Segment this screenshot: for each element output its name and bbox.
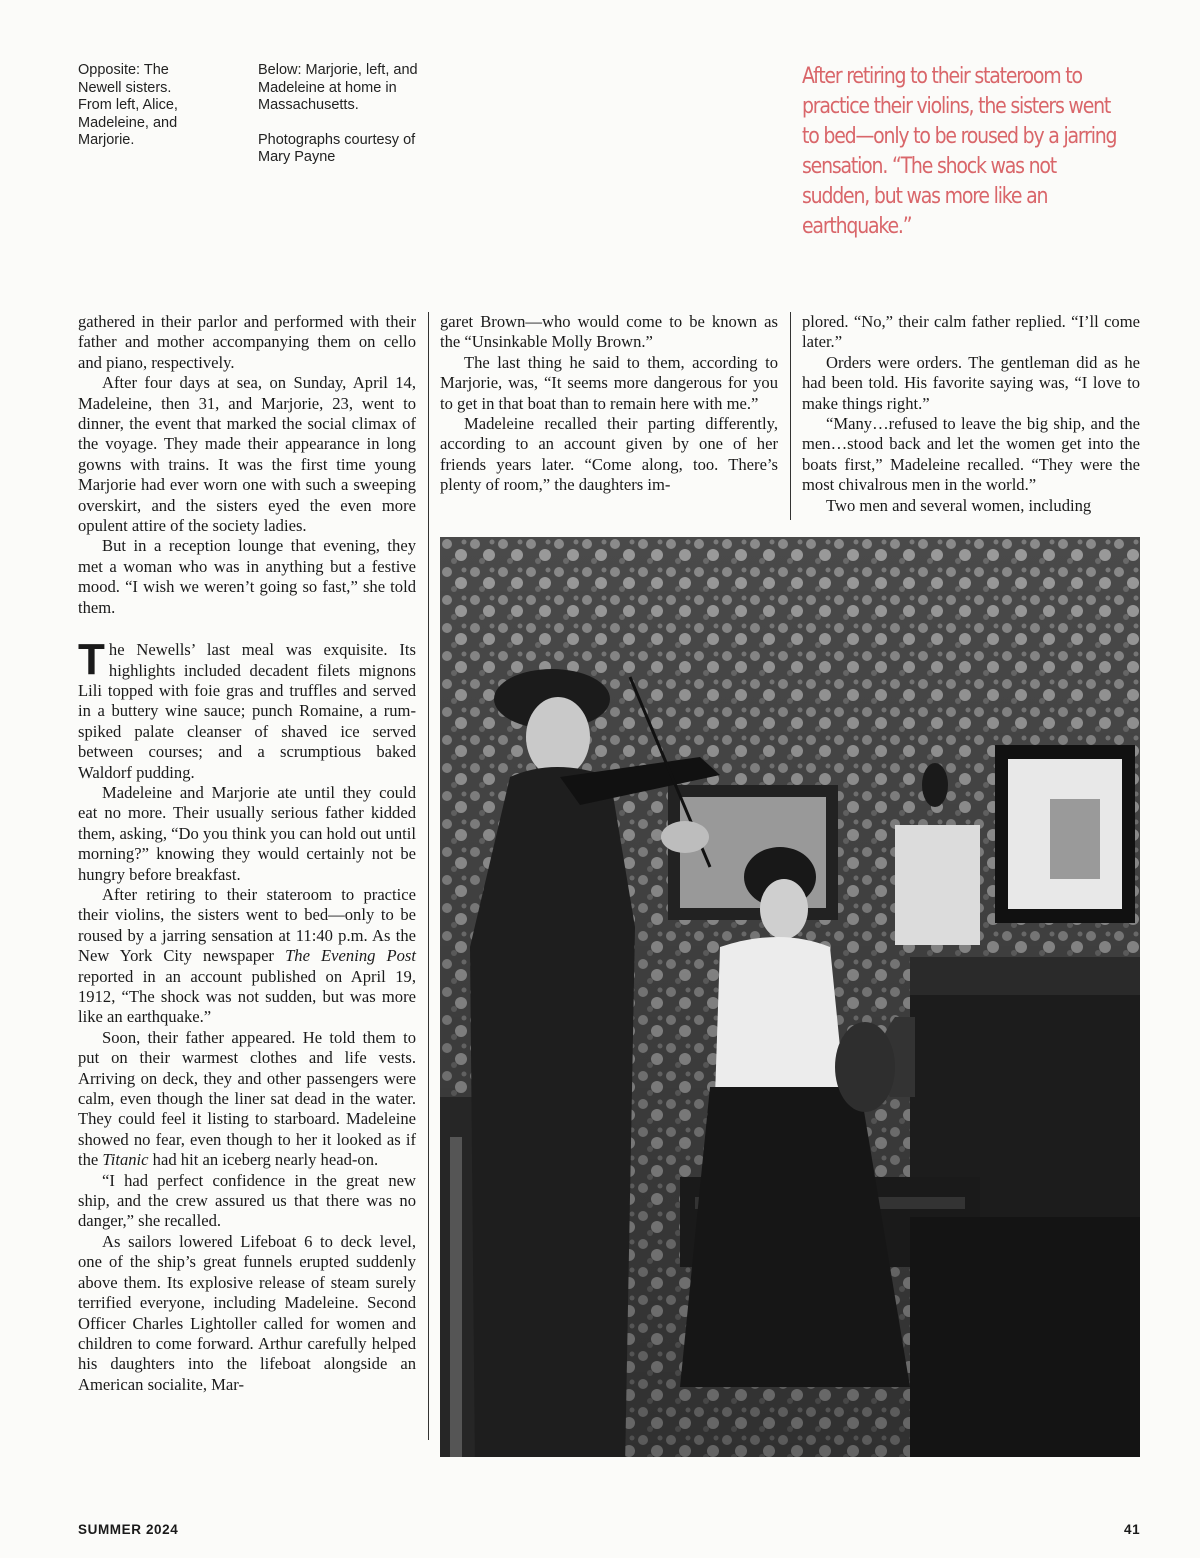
photo-caption-opposite: Opposite: The Newell sisters. From left, Alice, Madeleine, and Marjorie. [78, 62, 178, 148]
article-column-1 [78, 312, 416, 1395]
paragraph-text: Soon, their father appeared. He told them to put on their warmest clothes and life vests. Arriving on deck, they and other passengers were calm, even though the liner sat dead in the water. They could feel it listing to starboard. Madeleine showed no fear, even though to her it looked as if the [78, 1027, 416, 1170]
column-divider [428, 312, 429, 1440]
paragraph: gathered in their parlor and performed with their father and mother accompanying them on cello and piano, respectively. [78, 312, 416, 372]
paragraph: After four days at sea, on Sunday, April 14, Madeleine, then 31, and Marjorie, 23, went to dinner, the event that marked the social climax of the voyage. They made their appearance in long gowns with trains. It was the first time young Marjorie had ever worn one with such a sweeping overskirt, and the sisters eyed the even more opulent attire of the society ladies. [78, 373, 416, 536]
paragraph [78, 1028, 416, 1171]
photo-caption-below [258, 62, 423, 184]
paragraph-text: After retiring to their stateroom to practice their violins, the sisters went to bed—only to be roused by a jarring sensation at 11:40 p.m. As the New York City newspaper [78, 884, 416, 966]
article-column-3 [802, 312, 1140, 516]
sisters-music-photo [440, 537, 1140, 1457]
paragraph: plored. “No,” their calm father replied. “I’ll come later.” [802, 312, 1140, 352]
paragraph: “Many…refused to leave the big ship, and the men…stood back and let the women get into the boats first,” Madeleine recalled. “They were the most chivalrous men in the world.” [802, 414, 1140, 495]
pull-quote: After retiring to their stateroom to practice their violins, the sisters went to bed—only to be roused by a jarring sensation. “The shock was not sudden, but was more like an earthquake.” [802, 64, 1117, 239]
paragraph-text: he Newells’ last meal was exquisite. Its highlights included decadent filets mignons Lili topped with foie gras and truffles and served in a buttery wine sauce; punch Romaine, a rum-spiked palate cleanser of shaved ice served between courses; and a scrumptious baked Waldorf pudding. [78, 640, 416, 782]
ship-name: Titanic [102, 1150, 149, 1170]
issue-label: SUMMER 2024 [78, 1522, 179, 1537]
paragraph: garet Brown—who would come to be known as the “Unsinkable Molly Brown.” [440, 312, 778, 352]
column-divider [790, 312, 791, 520]
paragraph: Madeleine and Marjorie ate until they could eat no more. Their usually serious father kidded them, asking, “Do you think you can hold out until morning?” knowing they would certainly not be hungry before breakfast. [78, 782, 416, 884]
paragraph: As sailors lowered Lifeboat 6 to deck level, one of the ship’s great funnels erupted suddenly above them. Its explosive release of steam surely terrified everyone, including Madeleine. Second Officer Charles Lightoller called for women and children to come forward. Arthur carefully helped his daughters into the lifeboat alongside an American socialite, Mar- [78, 1231, 416, 1394]
paragraph [78, 885, 416, 1028]
paragraph: “I had perfect confidence in the great new ship, and the crew assured us that there was no danger,” she recalled. [78, 1170, 416, 1231]
paragraph: But in a reception lounge that evening, they met a woman who was in anything but a festive mood. “I wish we weren’t going so fast,” she told them. [78, 536, 416, 617]
paragraph-text: had hit an iceberg nearly head-on. [148, 1150, 379, 1170]
drop-cap: T [78, 635, 105, 685]
paragraph: The last thing he said to them, according to Marjorie, was, “It seems more dangerous for you to get in that boat than to remain here with me.” [440, 352, 778, 413]
caption-below-text: Below: Marjorie, left, and Madeleine at home in Massachusetts. [258, 62, 418, 113]
paragraph: Orders were orders. The gentleman did as he had been told. His favorite saying was, “I love to make things right.” [802, 352, 1140, 413]
paragraph-text: reported in an account published on April 19, 1912, “The shock was not sudden, but was more like an earthquake.” [78, 966, 416, 1027]
page-number: 41 [1124, 1522, 1141, 1537]
paragraph: Madeleine recalled their parting differently, according to an account given by one of her friends years later. “Come along, too. There’s plenty of room,” the daughters im- [440, 414, 778, 495]
paragraph: Two men and several women, including [826, 495, 1092, 515]
section-start-paragraph [78, 635, 416, 783]
photo-credit: Photographs courtesy of Mary Payne [258, 131, 416, 165]
article-column-2 [440, 312, 778, 496]
newspaper-title: The Evening Post [285, 946, 416, 966]
